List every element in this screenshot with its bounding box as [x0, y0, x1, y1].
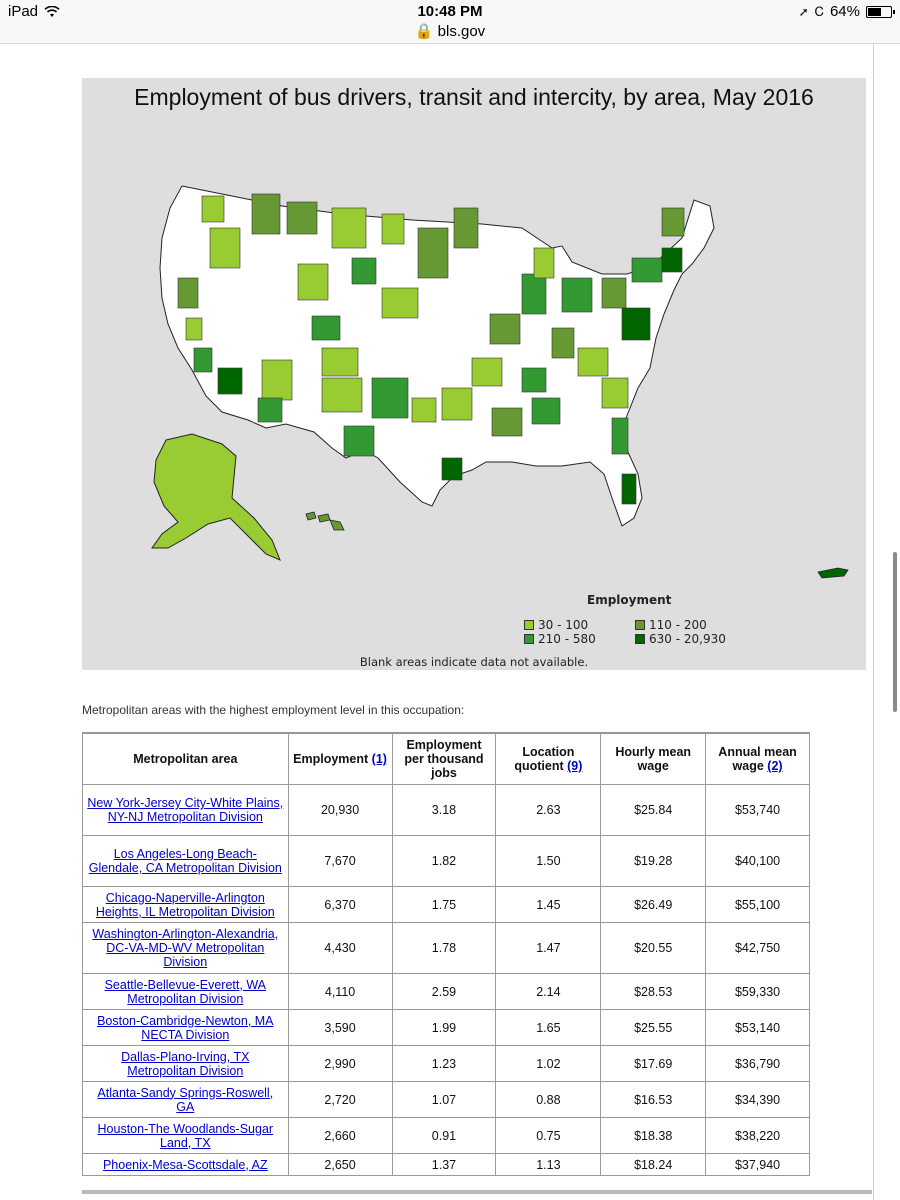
cell-annual-wage: $36,790 — [706, 1046, 810, 1082]
hawaii-shape — [306, 512, 344, 530]
cell-hourly-wage: $28.53 — [601, 974, 706, 1010]
cell-per-thousand: 1.75 — [392, 887, 496, 923]
cell-annual-wage: $55,100 — [706, 887, 810, 923]
cell-employment: 2,650 — [288, 1154, 392, 1176]
table-row — [83, 1154, 810, 1176]
cell-per-thousand: 3.18 — [392, 785, 496, 836]
cell-hourly-wage: $16.53 — [601, 1082, 706, 1118]
metro-area-link[interactable]: Chicago-Naperville-Arlington Heights, IL Metropolitan Division — [95, 890, 275, 919]
legend-item-630-20930 — [635, 632, 726, 646]
table-row — [83, 887, 810, 923]
legend-item-110-200 — [635, 618, 707, 632]
table-header-row — [83, 733, 810, 785]
cell-annual-wage: $34,390 — [706, 1082, 810, 1118]
metro-area-link[interactable]: Phoenix-Mesa-Scottsdale, AZ — [102, 1157, 268, 1172]
metro-area-link[interactable]: Los Angeles-Long Beach-Glendale, CA Metropolitan Division — [88, 847, 282, 875]
cell-per-thousand: 1.78 — [392, 923, 496, 974]
cell-employment: 2,660 — [288, 1118, 392, 1154]
cell-location-quotient: 1.45 — [496, 887, 601, 923]
metro-area-link[interactable]: Houston-The Woodlands-Sugar Land, TX — [97, 1121, 274, 1150]
cell-area — [83, 1010, 289, 1046]
cell-area — [83, 785, 289, 836]
clock: 10:48 PM — [417, 3, 483, 20]
table-row — [83, 923, 810, 974]
cell-annual-wage: $53,740 — [706, 785, 810, 836]
cell-hourly-wage: $17.69 — [601, 1046, 706, 1082]
cell-employment: 6,370 — [288, 887, 392, 923]
cell-annual-wage: $38,220 — [706, 1118, 810, 1154]
battery-percent: 64% — [829, 3, 860, 20]
cell-location-quotient: 2.63 — [496, 785, 601, 836]
legend-label: 630 - 20,930 — [649, 632, 726, 646]
map-note: Blank areas indicate data not available. — [359, 655, 589, 669]
metro-area-link[interactable]: New York-Jersey City-White Plains, NY-NJ Metropolitan Division — [87, 796, 284, 824]
cell-hourly-wage: $18.24 — [601, 1154, 706, 1176]
legend-swatch — [524, 620, 534, 630]
cell-employment: 20,930 — [288, 785, 392, 836]
scrollbar-thumb[interactable] — [893, 552, 897, 712]
cell-employment: 4,430 — [288, 923, 392, 974]
footnote-link-2[interactable]: (2) — [767, 759, 783, 773]
table-row — [83, 974, 810, 1010]
metro-area-link[interactable]: Boston-Cambridge-Newton, MA NECTA Division — [97, 1013, 274, 1042]
alaska-shape — [152, 434, 280, 560]
metro-area-link[interactable]: Seattle-Bellevue-Everett, WA Metropolitan Division — [104, 977, 266, 1006]
device-name: iPad — [8, 3, 39, 20]
cell-location-quotient: 1.65 — [496, 1010, 601, 1046]
employment-map — [82, 78, 866, 670]
cell-annual-wage: $37,940 — [706, 1154, 810, 1176]
cell-area — [83, 974, 289, 1010]
table-row — [83, 785, 810, 836]
metro-area-link[interactable]: Dallas-Plano-Irving, TX Metropolitan Division — [121, 1049, 250, 1078]
table-row — [83, 1046, 810, 1082]
footnote-link-1[interactable]: (1) — [371, 752, 387, 766]
cell-area — [83, 1154, 289, 1176]
header-annual-label: Annual mean wage — [718, 745, 797, 773]
cell-location-quotient: 1.47 — [496, 923, 601, 974]
legend-label: 30 - 100 — [538, 618, 589, 632]
cell-hourly-wage: $19.28 — [601, 836, 706, 887]
cell-annual-wage: $42,750 — [706, 923, 810, 974]
cell-annual-wage: $40,100 — [706, 836, 810, 887]
footnote-link-9[interactable]: (9) — [567, 759, 583, 773]
battery-fill — [868, 8, 881, 16]
cell-hourly-wage: $25.84 — [601, 785, 706, 836]
puerto-rico-shape — [818, 568, 848, 578]
cell-annual-wage: $59,330 — [706, 974, 810, 1010]
cell-per-thousand: 1.23 — [392, 1046, 496, 1082]
cell-hourly-wage: $26.49 — [601, 887, 706, 923]
cell-per-thousand: 2.59 — [392, 974, 496, 1010]
table-body — [83, 785, 810, 1176]
header-lq-label: Location quotient — [514, 745, 575, 773]
cell-hourly-wage: $18.38 — [601, 1118, 706, 1154]
location-arrow-icon: ➚ — [798, 4, 809, 19]
page-divider — [873, 44, 874, 1200]
cell-per-thousand: 0.91 — [392, 1118, 496, 1154]
legend-label: 210 - 580 — [538, 632, 596, 646]
table-row — [83, 1118, 810, 1154]
header-location-quotient — [496, 733, 601, 785]
legend-label: 110 - 200 — [649, 618, 707, 632]
table-row — [83, 1010, 810, 1046]
cell-employment: 2,990 — [288, 1046, 392, 1082]
table-row — [83, 1082, 810, 1118]
cell-location-quotient: 0.88 — [496, 1082, 601, 1118]
legend-item-210-580 — [524, 632, 596, 646]
metro-area-link[interactable]: Washington-Arlington-Alexandria, DC-VA-MD-WV Metropolitan Division — [92, 927, 279, 969]
cell-area — [83, 1046, 289, 1082]
cell-employment: 4,110 — [288, 974, 392, 1010]
cell-annual-wage: $53,140 — [706, 1010, 810, 1046]
status-bar — [0, 0, 900, 44]
cell-location-quotient: 1.02 — [496, 1046, 601, 1082]
header-hourly-mean-wage: Hourly mean wage — [601, 733, 706, 785]
cell-area — [83, 836, 289, 887]
legend-swatch — [524, 634, 534, 644]
legend-title: Employment — [587, 593, 672, 607]
header-metropolitan-area: Metropolitan area — [83, 733, 289, 785]
cell-employment: 2,720 — [288, 1082, 392, 1118]
section-divider — [82, 1190, 872, 1194]
header-employment — [288, 733, 392, 785]
address-bar[interactable] — [0, 22, 900, 40]
cell-per-thousand: 1.07 — [392, 1082, 496, 1118]
table-intro-text: Metropolitan areas with the highest employment level in this occupation: — [82, 703, 465, 717]
lock-icon: 🔒 — [414, 23, 434, 40]
cell-hourly-wage: $25.55 — [601, 1010, 706, 1046]
header-employment-label: Employment — [293, 752, 369, 766]
cell-location-quotient: 1.13 — [496, 1154, 601, 1176]
metro-area-link[interactable]: Atlanta-Sandy Springs-Roswell, GA — [97, 1085, 274, 1114]
legend-swatch — [635, 620, 645, 630]
cell-per-thousand: 1.37 — [392, 1154, 496, 1176]
cell-employment: 7,670 — [288, 836, 392, 887]
table-row — [83, 836, 810, 887]
cell-location-quotient: 0.75 — [496, 1118, 601, 1154]
us-map — [82, 78, 866, 670]
header-annual-mean-wage — [706, 733, 810, 785]
url-text: bls.gov — [437, 23, 486, 40]
battery-icon — [866, 6, 892, 18]
cell-per-thousand: 1.99 — [392, 1010, 496, 1046]
cell-per-thousand: 1.82 — [392, 836, 496, 887]
metro-employment-table — [82, 732, 810, 1176]
legend-item-30-100 — [524, 618, 588, 632]
cell-employment: 3,590 — [288, 1010, 392, 1046]
cell-area — [83, 923, 289, 974]
cell-hourly-wage: $20.55 — [601, 923, 706, 974]
bluetooth-icon: Ꮯ — [814, 3, 824, 19]
legend-swatch — [635, 634, 645, 644]
cell-area — [83, 887, 289, 923]
status-right — [799, 3, 892, 20]
cell-area — [83, 1082, 289, 1118]
cell-location-quotient: 1.50 — [496, 836, 601, 887]
cell-location-quotient: 2.14 — [496, 974, 601, 1010]
map-title: Employment of bus drivers, transit and intercity, by area, May 2016 — [134, 84, 814, 110]
cell-area — [83, 1118, 289, 1154]
header-employment-per-thousand: Employment per thousand jobs — [392, 733, 496, 785]
